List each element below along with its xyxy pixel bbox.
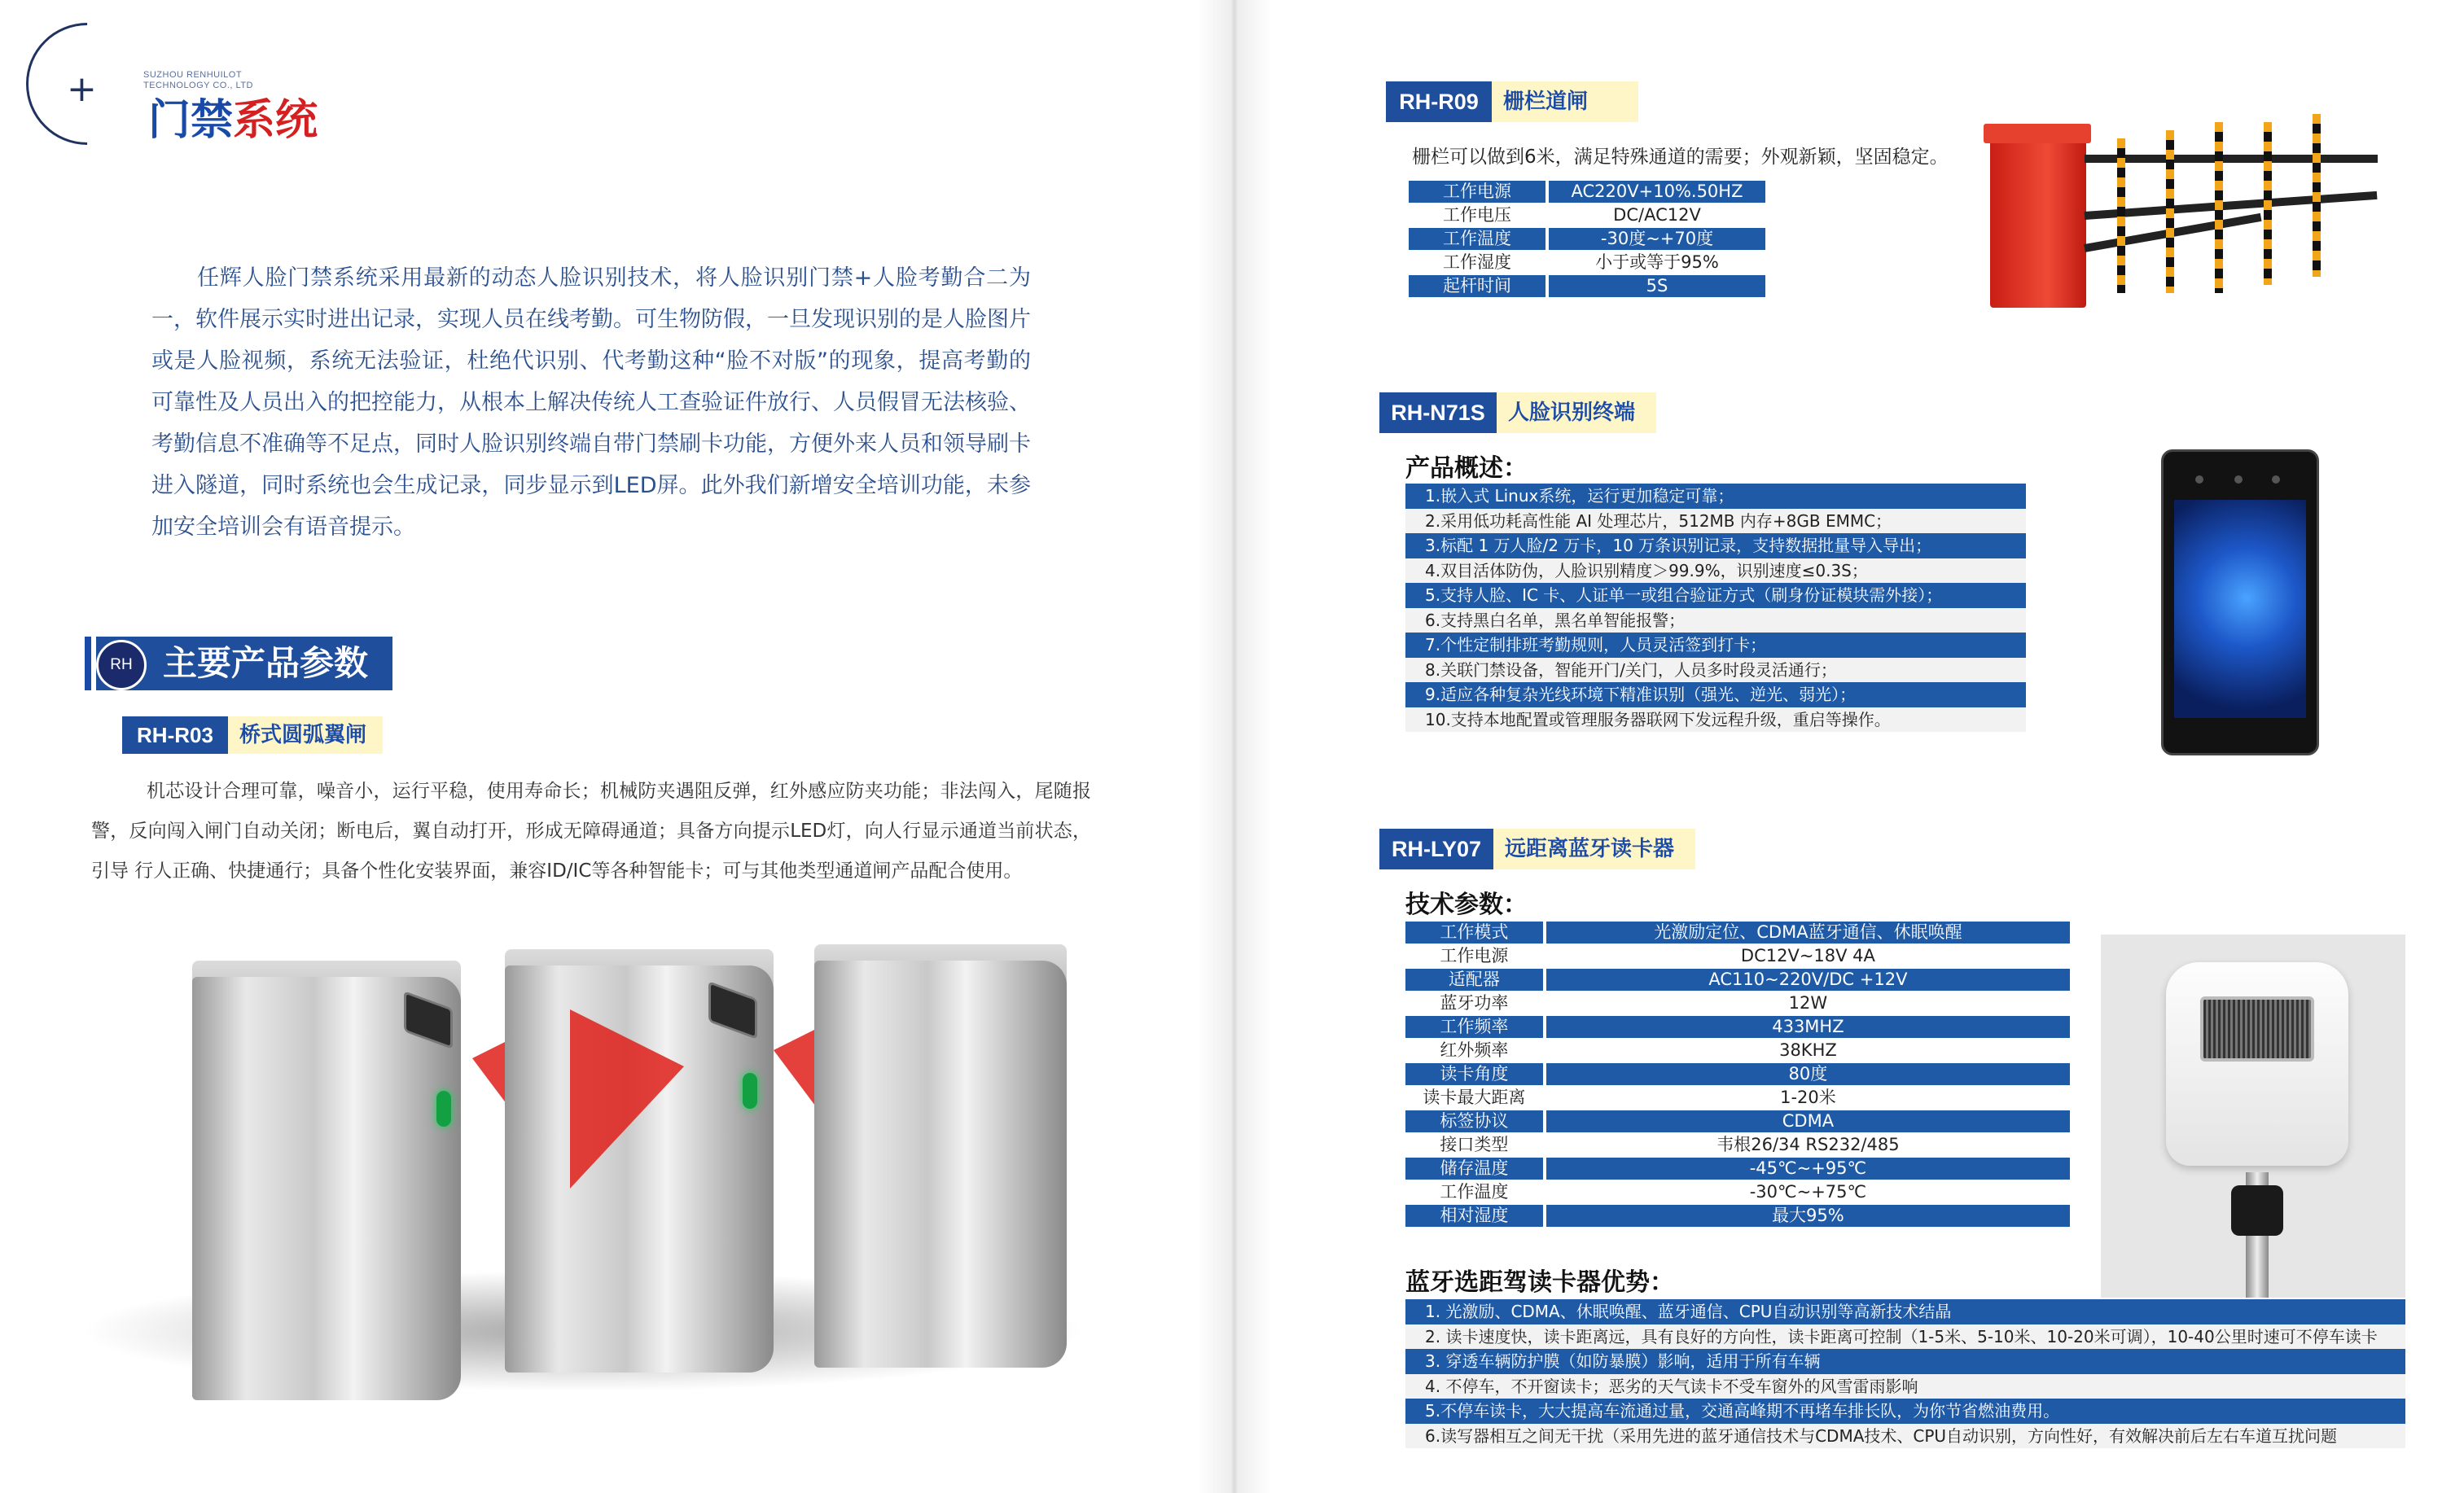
spec-key: 工作电源: [1405, 945, 1543, 967]
spec-key: 红外频率: [1405, 1040, 1543, 1062]
list-item: [1405, 1424, 2405, 1449]
product-name-n71s: 人脸识别终端: [1497, 392, 1656, 433]
spec-key: 接口类型: [1405, 1134, 1543, 1156]
spec-table-r09: [1405, 179, 1769, 299]
spec-key: 读卡角度: [1405, 1063, 1543, 1085]
spec-row: [1405, 1134, 2070, 1156]
spec-key: 储存温度: [1405, 1158, 1543, 1180]
section-accent-bar: [85, 637, 91, 690]
barrier-post: [2117, 138, 2125, 293]
product-name-r09: 栅栏道闸: [1492, 81, 1638, 122]
spec-row: [1405, 1016, 2070, 1038]
gate-wing-middle: [570, 1009, 684, 1189]
spec-value: CDMA: [1546, 1110, 2070, 1132]
spec-key: 工作频率: [1405, 1016, 1543, 1038]
spec-row: [1405, 1205, 2070, 1227]
list-item-text: 10.支持本地配置或管理服务器联网下发远程升级，重启等操作。: [1405, 707, 2026, 733]
list-item: [1405, 1374, 2405, 1399]
spec-value: 韦根26/34 RS232/485: [1546, 1134, 2070, 1156]
spec-key: 适配器: [1405, 969, 1543, 991]
list-item: [1405, 583, 2026, 608]
spec-row: [1409, 252, 1765, 274]
list-item-text: 5.支持人脸、IC 卡、人证单一或组合验证方式（刷身份证模块需外接）；: [1405, 583, 2026, 608]
list-item: [1405, 509, 2026, 534]
spec-value: 最大95%: [1546, 1205, 2070, 1227]
spec-key: 标签协议: [1405, 1110, 1543, 1132]
spec-value: DC/AC12V: [1549, 204, 1765, 226]
list-item-text: 2. 读卡速度快，读卡距离远，具有良好的方向性，读卡距离可控制（1-5米、5-10米、10-20米可调），10-40公里时速可不停车读卡: [1405, 1324, 2405, 1350]
barrier-cabinet: [1990, 129, 2086, 308]
list-item: [1405, 682, 2026, 707]
page-gutter: [1197, 0, 1272, 1493]
spec-row: [1405, 945, 2070, 967]
list-item: [1405, 1324, 2405, 1350]
section-title: 主要产品参数: [163, 643, 369, 683]
list-item-text: 6.支持黑白名单，黑名单智能报警；: [1405, 608, 2026, 633]
gate-led-icon: [743, 1073, 757, 1109]
list-item-text: 8.关联门禁设备，智能开门/关门，人员多时段灵活通行；: [1405, 658, 2026, 683]
gate1-body: [192, 977, 461, 1400]
list-item: [1405, 533, 2026, 558]
spec-value: 小于或等于95%: [1549, 252, 1765, 274]
product-name-r03: 桥式圆弧翼闸: [228, 716, 383, 754]
list-item: [1405, 1299, 2405, 1324]
reader-pole-clamp: [2231, 1185, 2283, 1236]
list-item-text: 9.适应各种复杂光线环境下精准识别（强光、逆光、弱光）；: [1405, 682, 2026, 707]
spec-table-ly07: [1402, 920, 2073, 1228]
spec-row: [1405, 1087, 2070, 1109]
spec-value: -30℃~+75℃: [1546, 1181, 2070, 1203]
spec-row: [1405, 1063, 2070, 1085]
barrier-post: [2166, 130, 2174, 293]
spec-value: 5S: [1549, 275, 1765, 297]
page-title-part2: 系统: [233, 96, 318, 145]
list-item-text: 4.双目活体防伪，人脸识别精度＞99.9%，识别速度≤0.3S；: [1405, 558, 2026, 584]
terminal-camera: [2272, 475, 2280, 484]
list-item-text: 5.不停车读卡，大大提高车流通过量，交通高峰期不再堵车排长队，为你节省燃油费用。: [1405, 1399, 2405, 1424]
barrier-post: [2215, 122, 2223, 293]
spec-value: 12W: [1546, 992, 2070, 1014]
terminal-camera: [2234, 475, 2243, 484]
overview-title: 产品概述：: [1405, 454, 1528, 483]
spec-key: 工作温度: [1409, 228, 1545, 250]
spec-key: 起杆时间: [1409, 275, 1545, 297]
terminal-screen: [2174, 500, 2306, 718]
spec-key: 相对湿度: [1405, 1205, 1543, 1227]
page-title-part1: 门禁: [148, 96, 234, 145]
list-item: [1405, 707, 2026, 733]
spec-row: [1405, 1040, 2070, 1062]
advantages-title: 蓝牙选距驾读卡器优势：: [1405, 1268, 1674, 1297]
spec-value: AC220V+10%.50HZ: [1549, 181, 1765, 203]
spec-row: [1409, 228, 1765, 250]
barrier-post: [2313, 114, 2321, 277]
bluetooth-reader-device: [2166, 962, 2348, 1166]
product-description-r03: 机芯设计合理可靠，噪音小，运行平稳，使用寿命长；机械防夹遇阻反弹，红外感应防夹功能；非法闯入，尾随报警，反向闯入闸门自动关闭；断电后，翼自动打开，形成无障碍通道；具备方向提示LED灯，向人行显示通道当前状态，引导 行人正确、快捷通行；具备个性化安装界面，兼容ID/IC等各种智能卡；可与其他类型通道闸产品配合使用。: [91, 781, 1091, 882]
list-item: [1405, 1399, 2405, 1424]
spec-value: AC110~220V/DC +12V: [1546, 969, 2070, 991]
list-item: [1405, 1349, 2405, 1374]
logo-company: [143, 70, 253, 91]
spec-row: [1409, 275, 1765, 297]
advantages-list-ly07: [1405, 1299, 2405, 1448]
spec-value: DC12V~18V 4A: [1546, 945, 2070, 967]
list-item-text: 3.标配 1 万人脸/2 万卡，10 万条识别记录，支持数据批量导入导出；: [1405, 533, 2026, 558]
list-item-text: 3. 穿透车辆防护膜（如防暴膜）影响，适用于所有车辆: [1405, 1349, 2405, 1374]
section-badge: RH: [96, 640, 147, 690]
tech-params-title: 技术参数：: [1405, 891, 1528, 919]
spec-value: 38KHZ: [1546, 1040, 2070, 1062]
barrier-post: [2264, 122, 2272, 285]
spec-key: 工作模式: [1405, 922, 1543, 944]
spec-value: -30度~+70度: [1549, 228, 1765, 250]
list-item-text: 6.读写器相互之间无干扰（采用先进的蓝牙通信技术与CDMA技术、CPU自动识别，方向性好，有效解决前后左右车道互扰问题: [1405, 1424, 2405, 1449]
list-item: [1405, 558, 2026, 584]
barrier-arm-top: [2085, 155, 2378, 163]
spec-row: [1409, 181, 1765, 203]
spec-row: [1405, 1110, 2070, 1132]
list-item-text: 1.嵌入式 Linux系统，运行更加稳定可靠；: [1405, 484, 2026, 509]
list-item-text: 2.采用低功耗高性能 AI 处理芯片，512MB 内存+8GB EMMC；: [1405, 509, 2026, 534]
plus-icon: +: [67, 68, 97, 110]
spec-value: 1-20米: [1546, 1087, 2070, 1109]
spec-row: [1405, 1158, 2070, 1180]
gate3-body: [814, 961, 1067, 1368]
feature-list-n71s: [1405, 484, 2026, 732]
spec-row: [1409, 204, 1765, 226]
product-code-r03: RH-R03: [122, 716, 228, 754]
list-item: [1405, 658, 2026, 683]
barrier-cabinet-top: [1984, 124, 2091, 143]
spec-row: [1405, 922, 2070, 944]
list-item-text: 1. 光激励、CDMA、休眠唤醒、蓝牙通信、CPU自动识别等高新技术结晶: [1405, 1299, 2405, 1324]
list-item-text: 7.个性定制排班考勤规则，人员灵活签到打卡；: [1405, 633, 2026, 658]
spec-key: 蓝牙功率: [1405, 992, 1543, 1014]
reader-window: [2200, 996, 2314, 1062]
list-item: [1405, 633, 2026, 658]
list-item: [1405, 484, 2026, 509]
spec-key: 工作温度: [1405, 1181, 1543, 1203]
list-item: [1405, 608, 2026, 633]
spec-row: [1405, 992, 2070, 1014]
terminal-camera: [2195, 475, 2203, 484]
product-description-r09: 栅栏可以做到6米，满足特殊通道的需要；外观新颖，坚固稳定。: [1412, 147, 1949, 168]
spec-value: -45℃~+95℃: [1546, 1158, 2070, 1180]
spec-key: 读卡最大距离: [1405, 1087, 1543, 1109]
spec-value: 433MHZ: [1546, 1016, 2070, 1038]
spec-row: [1405, 969, 2070, 991]
gate-led-icon: [436, 1091, 451, 1127]
product-code-n71s: RH-N71S: [1379, 392, 1497, 433]
logo-company-line2: TECHNOLOGY CO., LTD: [143, 81, 254, 90]
spec-key: 工作电源: [1409, 181, 1545, 203]
logo-company-line1: SUZHOU RENHUILOT: [143, 70, 243, 80]
spec-key: 工作电压: [1409, 204, 1545, 226]
product-code-r09: RH-R09: [1386, 81, 1492, 122]
product-name-ly07: 远距离蓝牙读卡器: [1493, 829, 1695, 869]
spec-row: [1405, 1181, 2070, 1203]
intro-paragraph: 任辉人脸门禁系统采用最新的动态人脸识别技术，将人脸识别门禁+人脸考勤合二为一，软件展示实时进出记录，实现人员在线考勤。可生物防假，一旦发现识别的是人脸图片或是人脸视频，系统无法验证，杜绝代识别、代考勤这种“脸不对版”的现象，提高考勤的可靠性及人员出入的把控能力，从根本上解决传统人工查验证件放行、人员假冒无法核验、考勤信息不准确等不足点，同时人脸识别终端自带门禁刷卡功能，方便外来人员和领导刷卡进入隧道，同时系统也会生成记录，同步显示到LED屏。此外我们新增安全培训功能，未参加安全培训会有语音提示。: [151, 265, 1031, 540]
spec-value: 光激励定位、CDMA蓝牙通信、休眠唤醒: [1546, 922, 2070, 944]
list-item-text: 4. 不停车，不开窗读卡；恶劣的天气读卡不受车窗外的风雪雷雨影响: [1405, 1374, 2405, 1399]
product-code-ly07: RH-LY07: [1379, 829, 1493, 869]
spec-key: 工作湿度: [1409, 252, 1545, 274]
page-title: [148, 96, 318, 145]
spec-value: 80度: [1546, 1063, 2070, 1085]
